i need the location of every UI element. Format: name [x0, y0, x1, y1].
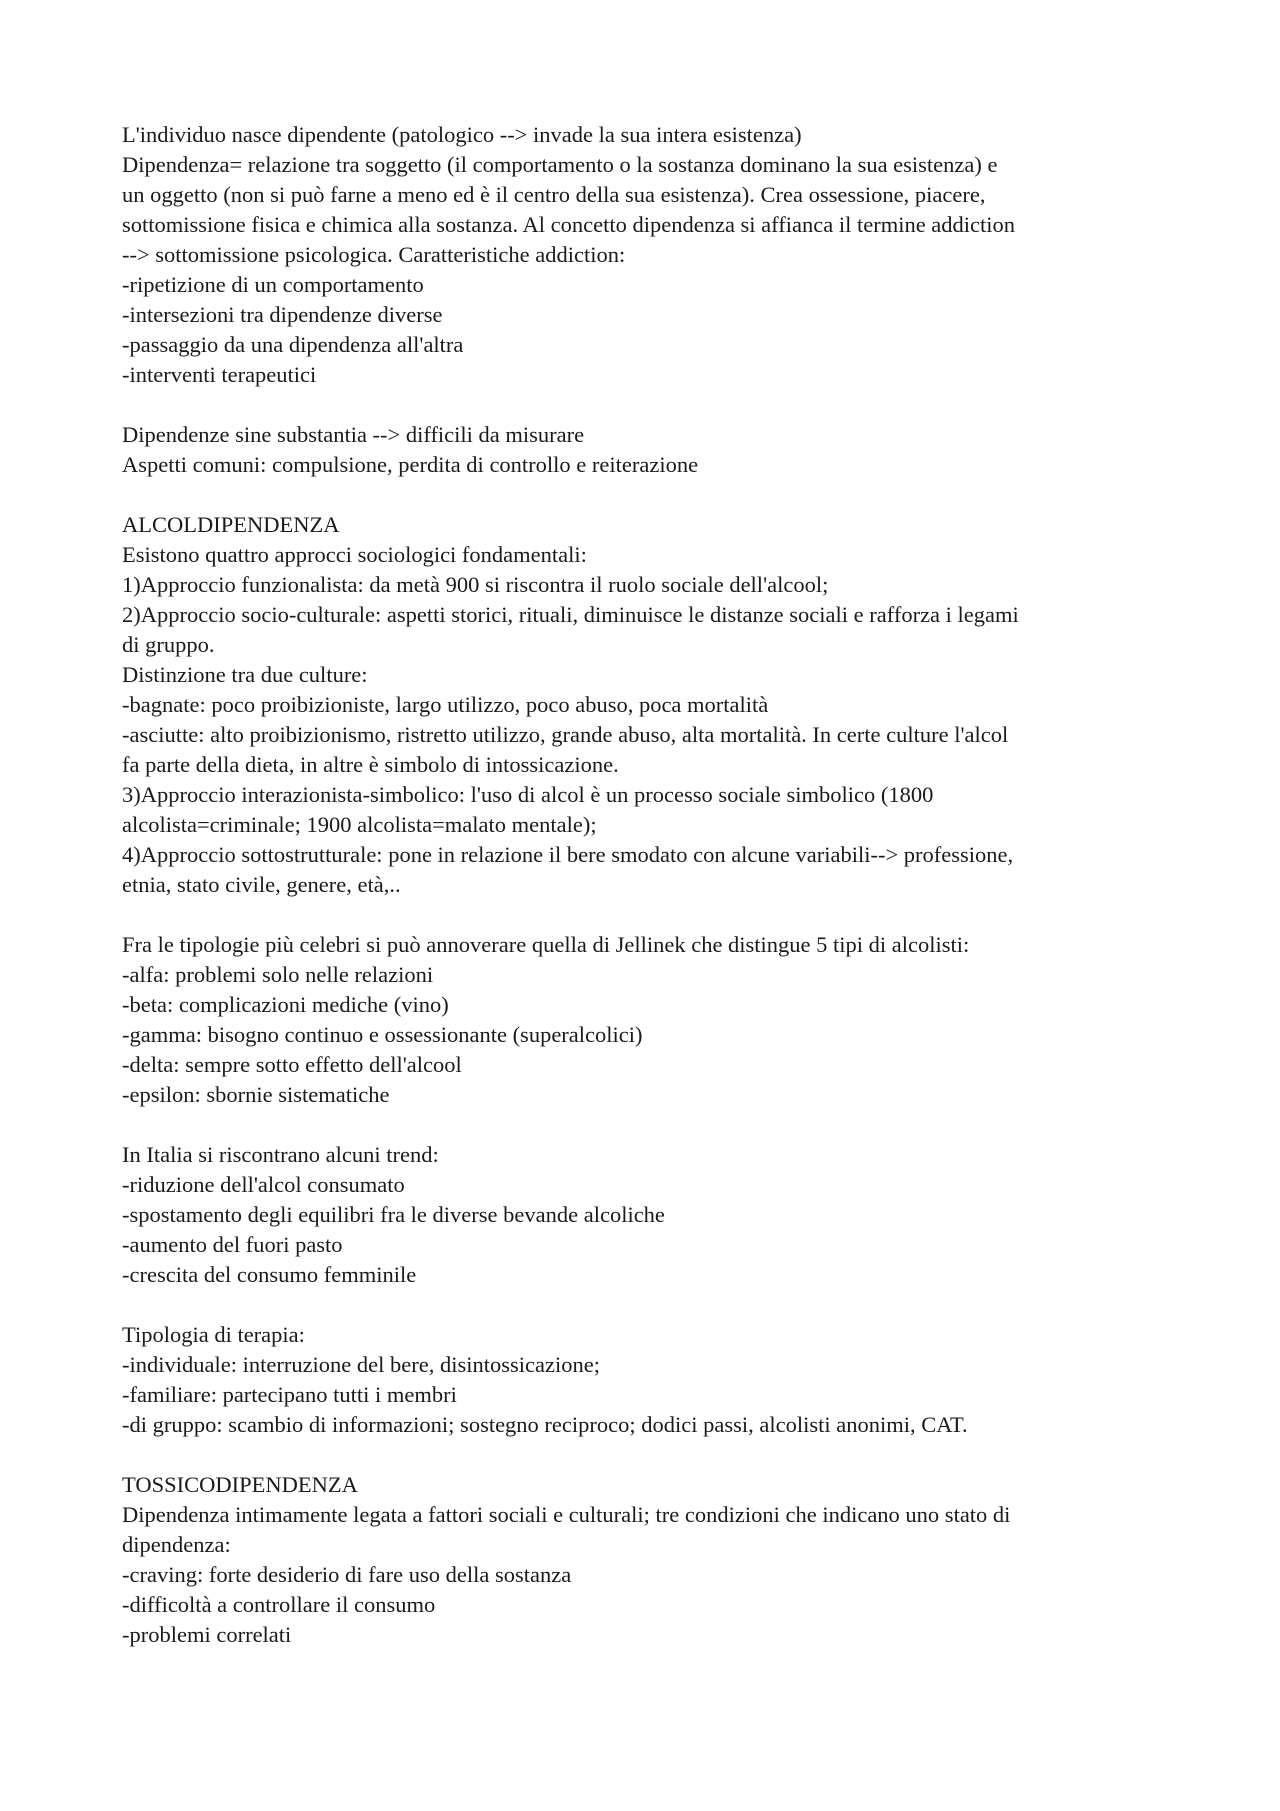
- list-item: -difficoltà a controllare il consumo: [122, 1592, 436, 1617]
- list-item: -familiare: partecipano tutti i membri: [122, 1382, 457, 1407]
- list-item: -gamma: bisogno continuo e ossessionante (superalcolici): [122, 1022, 643, 1047]
- list-item: -spostamento degli equilibri fra le diverse bevande alcoliche: [122, 1202, 665, 1227]
- list-item: -craving: forte desiderio di fare uso della sostanza: [122, 1562, 572, 1587]
- intro-section: [122, 120, 1182, 390]
- text-line: un oggetto (non si può farne a meno ed è il centro della sua esistenza). Crea ossessione, piacere,: [122, 182, 986, 207]
- text-line: Aspetti comuni: compulsione, perdita di controllo e reiterazione: [122, 452, 699, 477]
- paragraph-gap: [122, 480, 1182, 510]
- text-line: 1)Approccio funzionalista: da metà 900 si riscontra il ruolo sociale dell'alcool;: [122, 572, 829, 597]
- list-item: -asciutte: alto proibizionismo, ristretto utilizzo, grande abuso, alta mortalità. In certe culture l'alcol: [122, 722, 1009, 747]
- text-line: 3)Approccio interazionista-simbolico: l'uso di alcol è un processo sociale simbolico (1800: [122, 782, 934, 807]
- paragraph-gap: [122, 1290, 1182, 1320]
- text-line: Tipologia di terapia:: [122, 1322, 305, 1347]
- list-item: -passaggio da una dipendenza all'altra: [122, 332, 464, 357]
- text-line: etnia, stato civile, genere, età,..: [122, 872, 401, 897]
- jellinek-section: [122, 930, 1182, 1110]
- text-line: di gruppo.: [122, 632, 215, 657]
- list-item: -individuale: interruzione del bere, disintossicazione;: [122, 1352, 600, 1377]
- text-line: Distinzione tra due culture:: [122, 662, 368, 687]
- text-line: Fra le tipologie più celebri si può annoverare quella di Jellinek che distingue 5 tipi di alcolisti:: [122, 932, 970, 957]
- text-line: Dipendenza= relazione tra soggetto (il comportamento o la sostanza dominano la sua esistenza) e: [122, 152, 998, 177]
- list-item: -intersezioni tra dipendenze diverse: [122, 302, 443, 327]
- text-line: alcolista=criminale; 1900 alcolista=malato mentale);: [122, 812, 597, 837]
- text-line: Dipendenze sine substantia --> difficili da misurare: [122, 422, 585, 447]
- text-line: sottomissione fisica e chimica alla sostanza. Al concetto dipendenza si affianca il termine addiction: [122, 212, 1016, 237]
- list-item: -interventi terapeutici: [122, 362, 317, 387]
- list-item: -crescita del consumo femminile: [122, 1262, 417, 1287]
- list-item: -bagnate: poco proibizioniste, largo utilizzo, poco abuso, poca mortalità: [122, 692, 769, 717]
- paragraph-gap: [122, 1440, 1182, 1470]
- list-item: -riduzione dell'alcol consumato: [122, 1172, 405, 1197]
- alcoldipendenza-section: [122, 510, 1182, 900]
- paragraph-gap: [122, 390, 1182, 420]
- list-item: -ripetizione di un comportamento: [122, 272, 424, 297]
- list-item: -di gruppo: scambio di informazioni; sostegno reciproco; dodici passi, alcolisti anonimi, CAT.: [122, 1412, 968, 1437]
- list-item: -alfa: problemi solo nelle relazioni: [122, 962, 434, 987]
- list-item: -delta: sempre sotto effetto dell'alcool: [122, 1052, 462, 1077]
- text-line: Dipendenza intimamente legata a fattori sociali e culturali; tre condizioni che indicano uno stato di: [122, 1502, 1011, 1527]
- list-item: -beta: complicazioni mediche (vino): [122, 992, 449, 1017]
- paragraph-gap: [122, 900, 1182, 930]
- document-page: [122, 120, 1182, 1650]
- text-line: Esistono quattro approcci sociologici fondamentali:: [122, 542, 587, 567]
- list-item: -epsilon: sbornie sistematiche: [122, 1082, 390, 1107]
- text-line: 4)Approccio sottostrutturale: pone in relazione il bere smodato con alcune variabili--> professione,: [122, 842, 1014, 867]
- text-line: dipendenza:: [122, 1532, 231, 1557]
- text-line: In Italia si riscontrano alcuni trend:: [122, 1142, 439, 1167]
- text-line: L'individuo nasce dipendente (patologico --> invade la sua intera esistenza): [122, 122, 802, 147]
- sine-substantia-section: [122, 420, 1182, 480]
- section-heading: TOSSICODIPENDENZA: [122, 1472, 358, 1497]
- paragraph-gap: [122, 1110, 1182, 1140]
- text-line: fa parte della dieta, in altre è simbolo di intossicazione.: [122, 752, 619, 777]
- tossicodipendenza-section: [122, 1470, 1182, 1650]
- list-item: -aumento del fuori pasto: [122, 1232, 343, 1257]
- text-line: --> sottomissione psicologica. Caratteristiche addiction:: [122, 242, 626, 267]
- text-line: 2)Approccio socio-culturale: aspetti storici, rituali, diminuisce le distanze sociali e rafforza i legami: [122, 602, 1019, 627]
- terapia-section: [122, 1320, 1182, 1440]
- section-heading: ALCOLDIPENDENZA: [122, 512, 340, 537]
- list-item: -problemi correlati: [122, 1622, 292, 1647]
- trends-section: [122, 1140, 1182, 1290]
